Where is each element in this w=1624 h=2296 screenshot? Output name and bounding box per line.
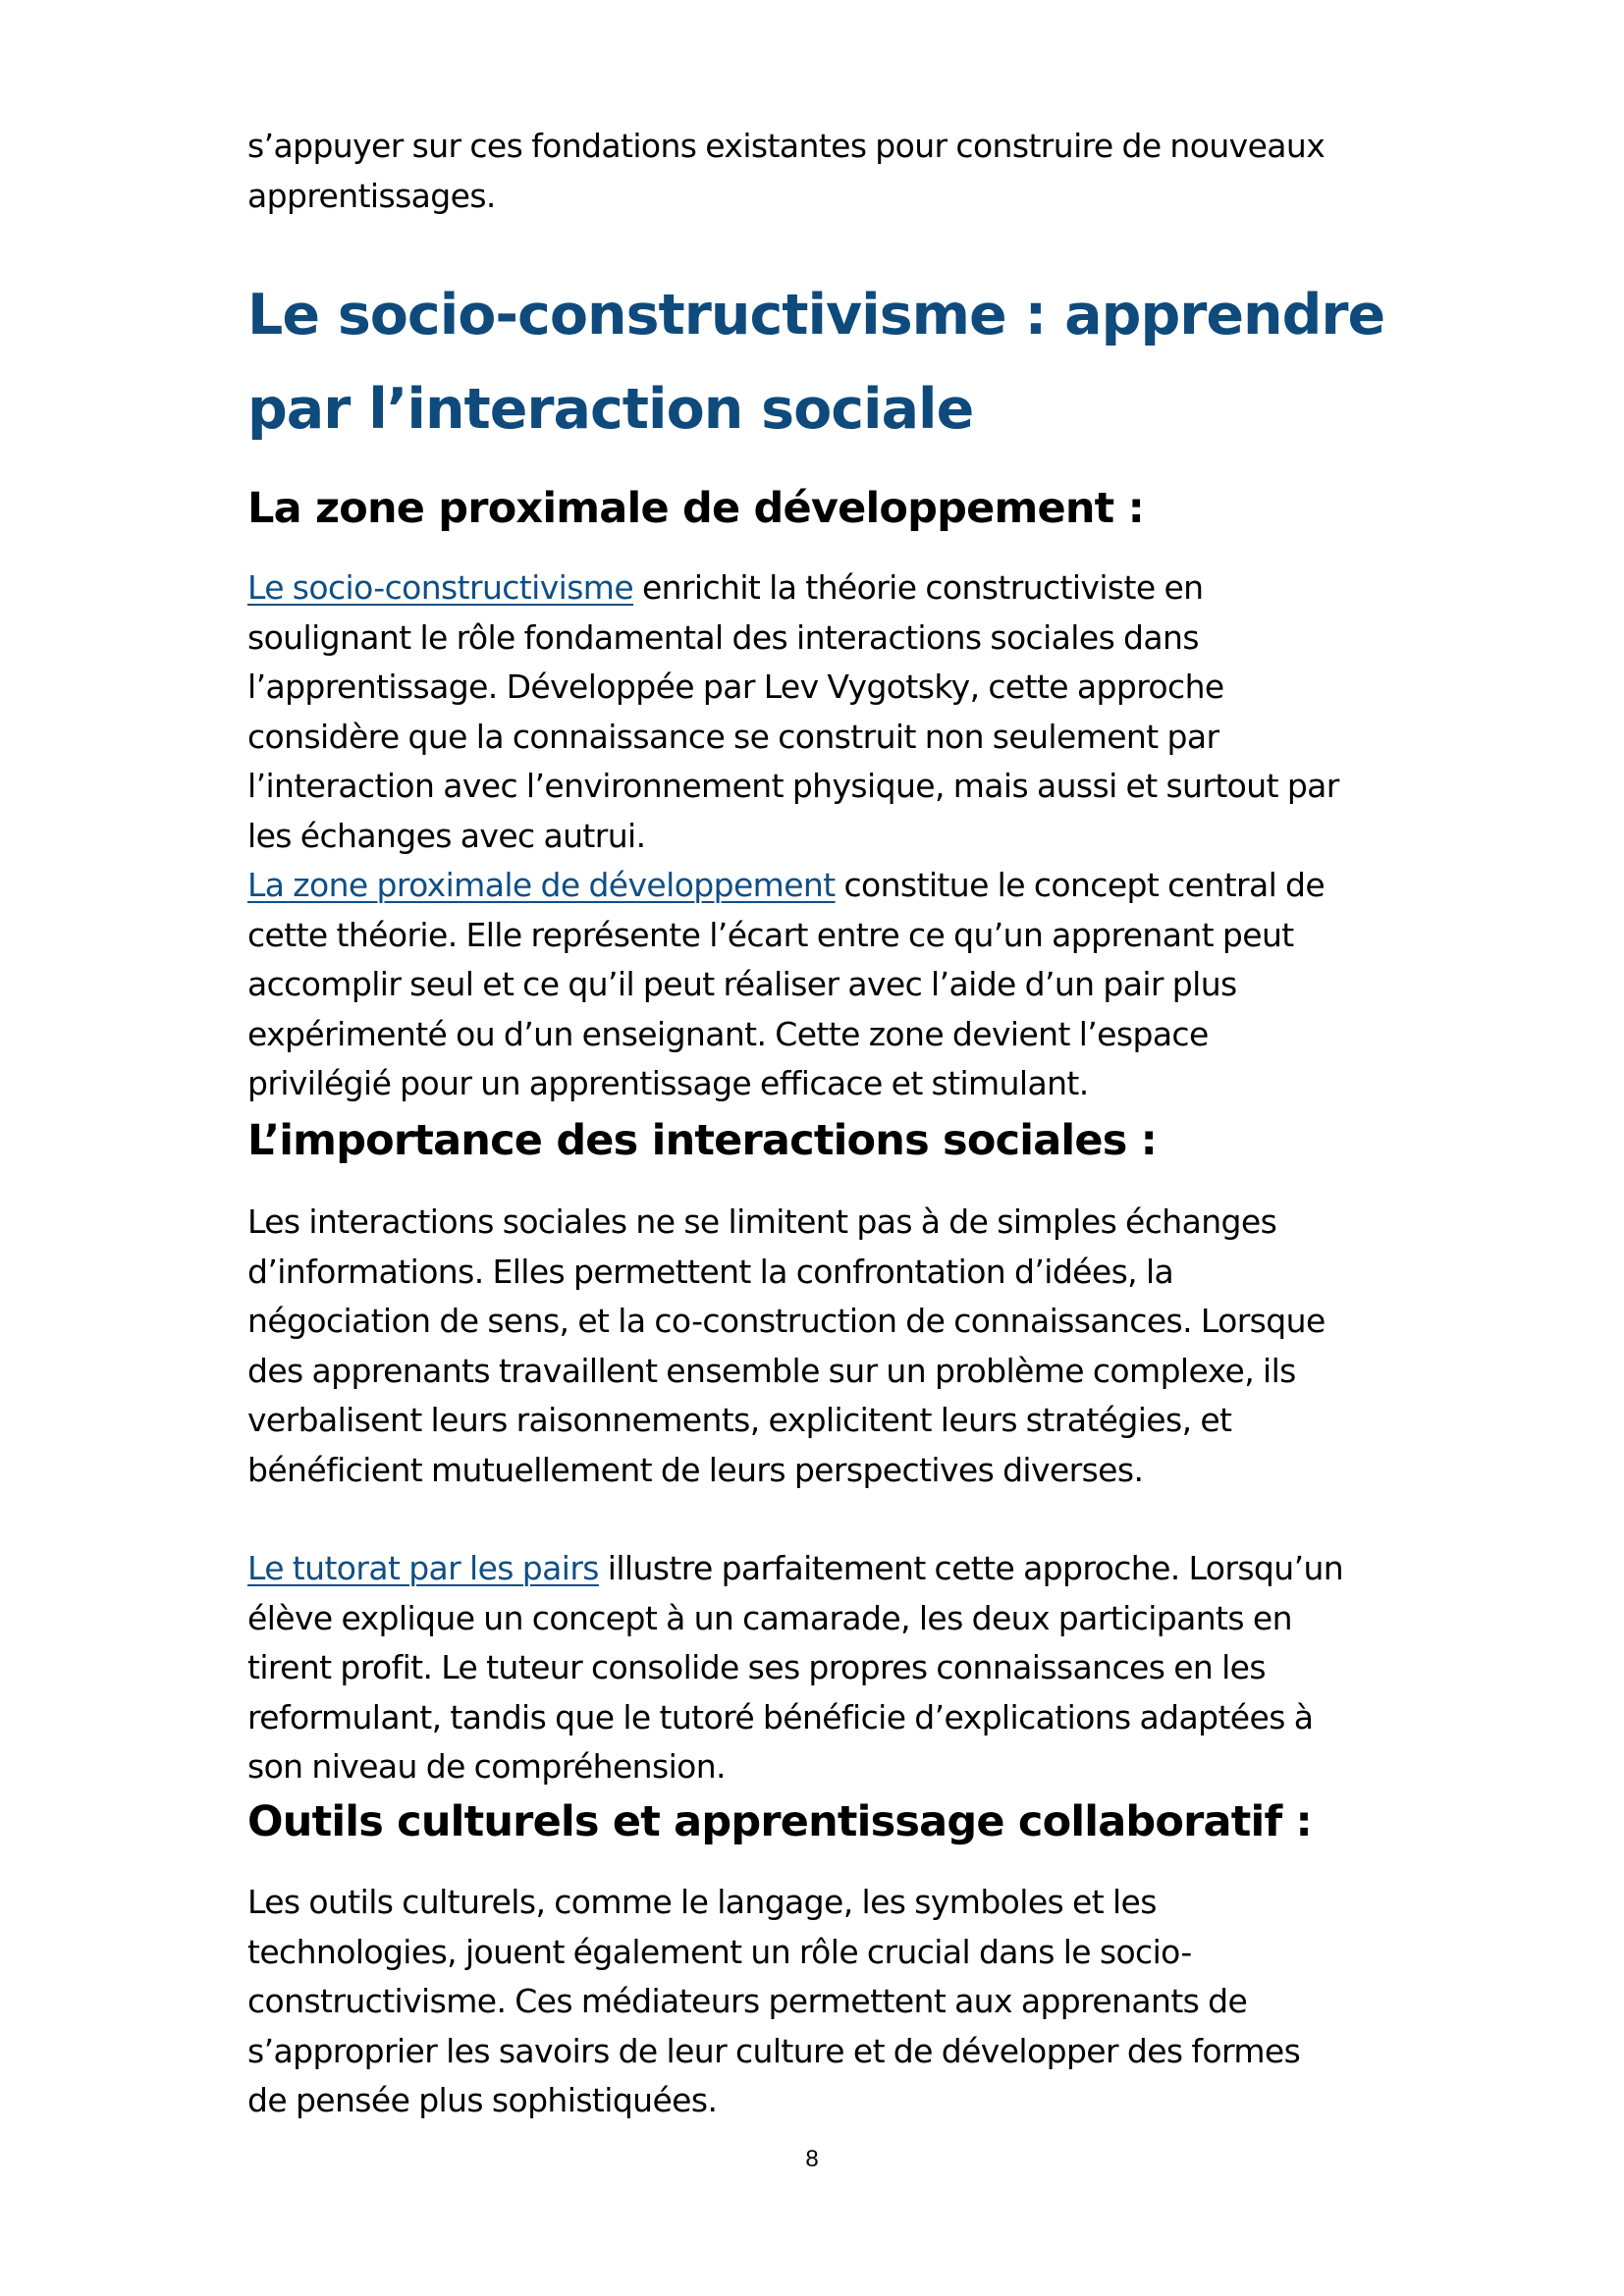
text-line: technologies, jouent également un rôle crucial dans le socio- [247, 1932, 1192, 1971]
text-span: constitue le concept central de [835, 866, 1326, 904]
text-line: privilégié pour un apprentissage efficace et stimulant. [247, 1064, 1089, 1102]
heading-outils-culturels: Outils culturels et apprentissage collaboratif : [247, 1797, 1312, 1846]
text-line: l’apprentissage. Développée par Lev Vygotsky, cette approche [247, 667, 1224, 706]
text-line: de pensée plus sophistiquées. [247, 2081, 718, 2119]
paragraph-zone-proximale [247, 861, 1325, 1109]
text-line: apprentissages. [247, 176, 496, 215]
paragraph-interactions [247, 1198, 1326, 1495]
text-line: Les interactions sociales ne se limitent pas à de simples échanges [247, 1202, 1277, 1241]
text-line: soulignant le rôle fondamental des interactions sociales dans [247, 617, 1199, 657]
heading-interactions-sociales: L’importance des interactions sociales : [247, 1116, 1158, 1165]
title-line: par l’interaction sociale [247, 377, 974, 442]
text-line: Les outils culturels, comme le langage, les symboles et les [247, 1883, 1157, 1921]
heading-zone-proximale: La zone proximale de développement : [247, 484, 1144, 533]
text-line: constructivisme. Ces médiateurs permettent aux apprenants de [247, 1982, 1248, 2020]
paragraph-outils-culturels [247, 1878, 1300, 2126]
text-line: s’appuyer sur ces fondations existantes pour construire de nouveaux [247, 127, 1326, 165]
text-line: s’approprier les savoirs de leur culture et de développer des formes [247, 2031, 1301, 2070]
text-line: cette théorie. Elle représente l’écart entre ce qu’un apprenant peut [247, 915, 1294, 954]
section-title [247, 268, 1384, 456]
text-line: négociation de sens, et la co-construction de connaissances. Lorsque [247, 1302, 1326, 1340]
text-line: bénéficient mutuellement de leurs perspectives diverses. [247, 1450, 1144, 1489]
title-line: Le socio-constructivisme : apprendre [247, 283, 1385, 347]
text-line: considère que la connaissance se construit non seulement par [247, 717, 1219, 756]
text-line: l’interaction avec l’environnement physique, mais aussi et surtout par [247, 767, 1339, 805]
text-line: accomplir seul et ce qu’il peut réaliser avec l’aide d’un pair plus [247, 965, 1237, 1003]
link-tutorat-par-les-pairs[interactable]: Le tutorat par les pairs [247, 1549, 599, 1587]
text-line: élève explique un concept à un camarade, les deux participants en [247, 1598, 1292, 1637]
paragraph-socio-constructivisme [247, 563, 1339, 861]
text-line: des apprenants travaillent ensemble sur un problème complexe, ils [247, 1351, 1296, 1390]
text-line [247, 1544, 1343, 1594]
page-number: 8 [805, 2146, 819, 2172]
text-span: enrichit la théorie constructiviste en [633, 568, 1204, 607]
text-span: illustre parfaitement cette approche. Lorsqu’un [598, 1549, 1344, 1587]
link-zone-proximale[interactable]: La zone proximale de développement [247, 866, 836, 904]
text-line: son niveau de compréhension. [247, 1747, 726, 1786]
intro-continuation [247, 122, 1325, 221]
link-socio-constructivisme[interactable]: Le socio-constructivisme [247, 568, 634, 607]
text-line [247, 563, 1339, 614]
text-line: expérimenté ou d’un enseignant. Cette zone devient l’espace [247, 1014, 1209, 1053]
paragraph-tutorat [247, 1544, 1343, 1792]
text-line [247, 861, 1325, 911]
text-line: verbalisent leurs raisonnements, explicitent leurs stratégies, et [247, 1401, 1232, 1439]
text-line: les échanges avec autrui. [247, 816, 646, 855]
text-line: tirent profit. Le tuteur consolide ses propres connaissances en les [247, 1648, 1266, 1686]
text-line: d’informations. Elles permettent la confrontation d’idées, la [247, 1252, 1174, 1291]
text-line: reformulant, tandis que le tutoré bénéficie d’explications adaptées à [247, 1697, 1314, 1736]
